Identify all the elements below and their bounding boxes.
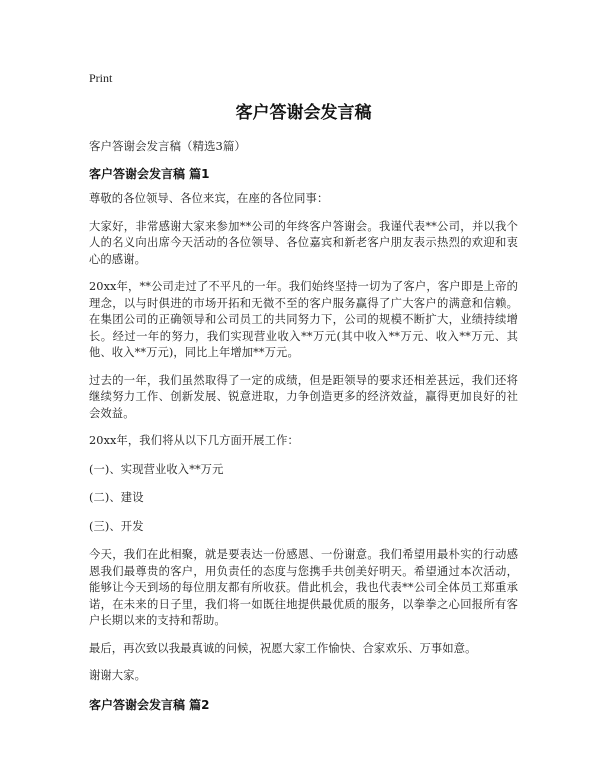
document-subtitle: 客户答谢会发言稿（精选3篇） xyxy=(89,139,246,153)
list-item-plan-3: (三)、开发 xyxy=(89,519,144,533)
page-title: 客户答谢会发言稿 xyxy=(235,103,372,123)
list-item-plan-1: (一)、实现营业收入**万元 xyxy=(89,462,224,476)
paragraph-reflection: 过去的一年，我们虽然取得了一定的成绩，但是距领导的要求还相差甚远，我们还将继续努力工作、创新发展、锐意进取，力争创造更多的经济效益，赢得更加良好的社会效益。 xyxy=(89,373,518,420)
paragraph-thanks: 谢谢大家。 xyxy=(89,669,146,682)
paragraph-welcome: 大家好，非常感谢大家来参加**公司的年终客户答谢会。我谨代表**公司，并以我个人的名义向出席今天活动的各位领导、各位嘉宾和新老客户朋友表示热烈的欢迎和衷心的感谢。 xyxy=(89,219,518,266)
paragraph-plan-intro: 20xx年，我们将从以下几方面开展工作： xyxy=(89,434,299,447)
paragraph-year-review: 20xx年，**公司走过了不平凡的一年。我们始终坚持一切为了客户，客户即是上帝的理念，以与时俱进的市场开拓和无微不至的客户服务赢得了广大客户的满意和信赖。在集团公司的正确领导和公司员工的共同努力下，公司的规模不断扩大，业绩持续增长。经过一年的努力，我们实现营业收入**万元(其中收入**万元、收入**万元、其他、收入**万元)，同比上年增加**万元。 xyxy=(89,280,518,359)
paragraph-closing-wishes: 最后，再次致以我最真诚的问候，祝愿大家工作愉快、合家欢乐、万事如意。 xyxy=(89,641,477,655)
paragraph-gratitude: 今天，我们在此相聚，就是要表达一份感恩、一份谢意。我们希望用最朴实的行动感恩我们最尊贵的客户，用负责任的态度与您携手共创美好明天。希望通过本次活动，能够让今天到场的每位朋友都有所收获。借此机会，我也代表**公司全体员工郑重承诺，在未来的日子里，我们将一如既往地提供最优质的服务，以拳拳之心回报所有客户长期以来的支持和帮助。 xyxy=(89,548,518,627)
paragraph-greeting: 尊敬的各位领导、各位来宾，在座的各位同事： xyxy=(89,192,329,205)
print-link[interactable]: Print xyxy=(89,71,113,85)
list-item-plan-2: (二)、建设 xyxy=(89,491,144,504)
section-heading-1: 客户答谢会发言稿 篇1 xyxy=(89,167,210,181)
section-heading-2: 客户答谢会发言稿 篇2 xyxy=(89,697,210,712)
